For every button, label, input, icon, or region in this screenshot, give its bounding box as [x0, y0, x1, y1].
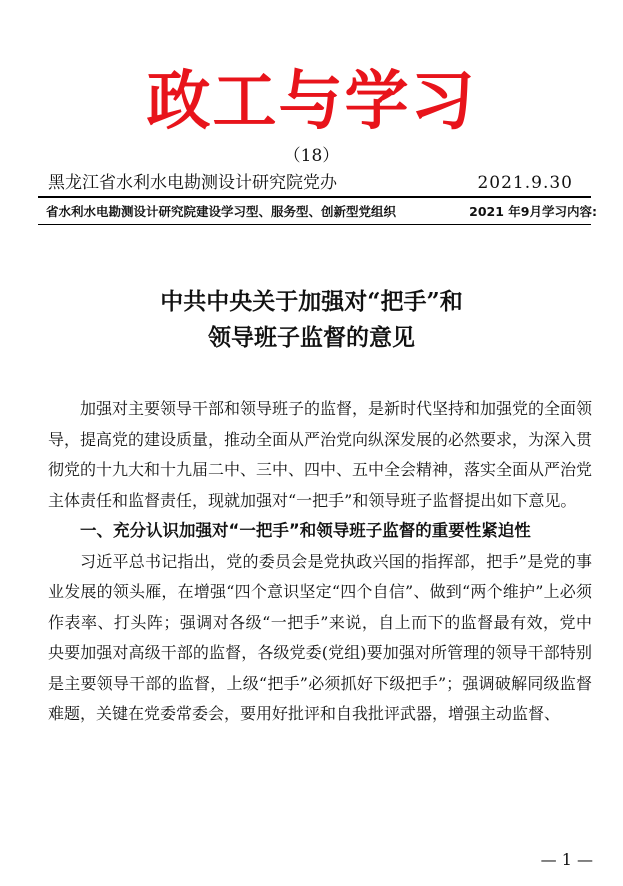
masthead-title: 政工与学习	[146, 64, 477, 139]
article-title	[0, 284, 623, 356]
section-paragraph: 习近平总书记指出，党的委员会是党执政兴国的指挥部，把手”是党的事业发展的领头雁，在增强“四个意识坚定“四个自信”、做到“两个维护”上必须作表率、打头阵；强调对各级“一把手”来说，自上而下的监督最有效，党中央要加强对高级干部的监督，各级党委(党组)要加强对所管理的领导干部特别是主要领导干部的监督，上级“把手”必须抓好下级把手”；强调破解同级监督难题，关键在党委常委会，要用好批评和自我批评武器，增强主动监督、	[48, 551, 592, 723]
intro-paragraph: 加强对主要领导干部和领导班子的监督，是新时代坚持和加强党的全面领导，提高党的建设质量，推动全面从严治党向纵深发展的必然要求，为深入贯彻党的十九大和十九届二中、三中、四中、五中全会精神，落实全面从严治党主体责任和监督责任，现就加强对“一把手”和领导班子监督提出如下意见。	[48, 399, 593, 510]
section-heading: 一、充分认识加强对“一把手”和领导班子监督的重要性紧迫性	[80, 521, 531, 540]
article-title-line-2: 领导班子监督的意见	[208, 324, 415, 351]
header-divider-thin	[38, 224, 591, 225]
article-body	[48, 394, 592, 730]
theme-line: 省水利水电勘测设计研究院建设学习型、服务型、创新型党组织	[46, 204, 397, 219]
header-divider-thick	[38, 196, 591, 198]
page-number: — 1 —	[540, 850, 593, 869]
section-label: 2021 年9月学习内容:	[469, 204, 597, 219]
article-title-line-1: 中共中央关于加强对“把手”和	[160, 288, 463, 315]
issue-date: 2021.9.30	[477, 173, 573, 193]
issuing-unit: 黑龙江省水利水电勘测设计研究院党办	[48, 173, 337, 193]
issue-number: （18）	[283, 146, 340, 166]
